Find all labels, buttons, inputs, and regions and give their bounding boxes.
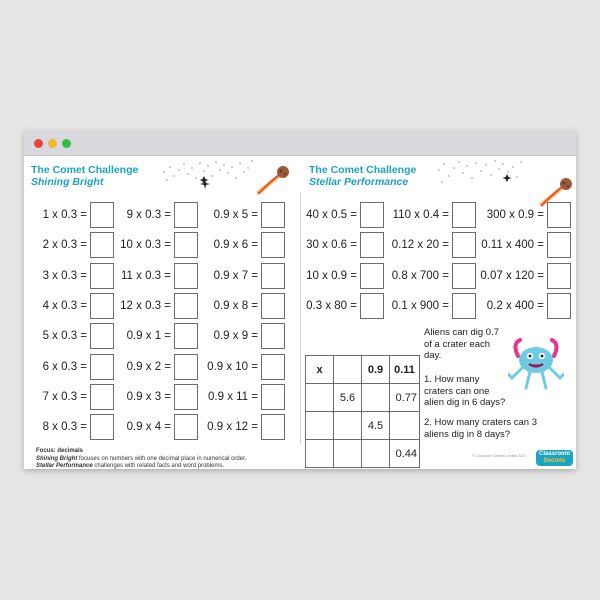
answer-box[interactable] xyxy=(90,414,114,440)
panel-divider xyxy=(300,192,301,444)
answer-box[interactable] xyxy=(360,263,384,289)
left-question-1-6: 6 x 0.3 = xyxy=(42,360,87,373)
left-question-2-2: 10 x 0.3 = xyxy=(120,239,171,252)
grid-cell[interactable] xyxy=(390,412,420,440)
maximize-window-button[interactable] xyxy=(62,139,71,148)
word-problem-question-1: 1. How many craters can one alien dig in 6 days? xyxy=(424,374,506,408)
answer-box[interactable] xyxy=(174,354,198,380)
grid-cell[interactable] xyxy=(362,384,390,412)
logo-line-1: Classroom xyxy=(539,451,571,457)
answer-box[interactable] xyxy=(90,202,114,228)
answer-box[interactable] xyxy=(261,384,285,410)
answer-box[interactable] xyxy=(452,232,476,258)
left-question-1-5: 5 x 0.3 = xyxy=(42,330,87,343)
grid-row xyxy=(306,440,420,468)
right-question-2-1: 110 x 0.4 = xyxy=(392,209,449,221)
left-question-1-4: 4 x 0.3 = xyxy=(42,299,87,312)
left-question-2-6: 0.9 x 2 = xyxy=(126,360,171,373)
word-problem-intro: Aliens can dig 0.7 of a crater each day. xyxy=(424,327,499,361)
right-question-2-3: 0.8 x 700 = xyxy=(391,269,449,282)
left-question-2-7: 0.9 x 3 = xyxy=(126,390,171,403)
grid-cell: 0.44 xyxy=(390,440,420,468)
grid-cell: 0.9 xyxy=(362,356,390,384)
right-question-1-1: 40 x 0.5 = xyxy=(306,209,357,221)
answer-box[interactable] xyxy=(261,232,285,258)
window-titlebar xyxy=(24,131,576,156)
answer-box[interactable] xyxy=(261,323,285,349)
footer-focus: Focus: decimals xyxy=(36,448,84,454)
answer-box[interactable] xyxy=(360,202,384,228)
left-question-1-7: 7 x 0.3 = xyxy=(42,390,87,403)
grid-cell: 0.77 xyxy=(390,384,420,412)
grid-cell: x xyxy=(306,356,334,384)
right-question-3-3: 0.07 x 120 = xyxy=(480,269,544,282)
close-window-button[interactable] xyxy=(34,139,43,148)
word-problem-question-2: 2. How many craters can 3 aliens dig in 8 days? xyxy=(424,417,537,440)
answer-box[interactable] xyxy=(261,414,285,440)
grid-cell: 0.11 xyxy=(390,356,420,384)
multiplication-grid xyxy=(305,355,420,468)
left-question-2-1: 9 x 0.3 = xyxy=(126,209,171,221)
left-question-1-3: 3 x 0.3 = xyxy=(42,269,87,282)
alien-monster-icon xyxy=(508,334,564,392)
right-question-3-1: 300 x 0.9 = xyxy=(486,209,544,221)
left-question-2-4: 12 x 0.3 = xyxy=(120,299,171,312)
left-question-3-7: 0.9 x 11 = xyxy=(208,390,258,403)
left-question-3-5: 0.9 x 9 = xyxy=(213,330,258,343)
right-question-1-2: 30 x 0.6 = xyxy=(306,239,357,252)
grid-cell: 4.5 xyxy=(362,412,390,440)
answer-box[interactable] xyxy=(174,232,198,258)
grid-cell[interactable] xyxy=(362,440,390,468)
right-question-2-2: 0.12 x 20 = xyxy=(391,239,449,252)
answer-box[interactable] xyxy=(261,263,285,289)
grid-cell: 5.6 xyxy=(334,384,362,412)
answer-box[interactable] xyxy=(547,202,571,228)
right-panel-subtitle: Stellar Performance xyxy=(309,176,409,188)
left-panel-title: The Comet Challenge xyxy=(31,164,139,176)
copyright-text: © Classroom Secrets Limited 2024 xyxy=(472,454,527,458)
right-question-3-2: 0.11 x 400 = xyxy=(481,239,544,252)
footer-line2-bold: Stellar Performance xyxy=(36,463,93,469)
left-question-3-8: 0.9 x 12 = xyxy=(207,421,258,434)
grid-cell[interactable] xyxy=(334,356,362,384)
grid-row xyxy=(306,356,420,384)
right-panel-heading xyxy=(309,164,416,188)
answer-box[interactable] xyxy=(360,232,384,258)
worksheet-footer xyxy=(36,448,246,469)
answer-box[interactable] xyxy=(90,354,114,380)
left-panel-heading xyxy=(31,164,138,188)
answer-box[interactable] xyxy=(452,202,476,228)
classroom-secrets-logo xyxy=(536,450,573,466)
answer-box[interactable] xyxy=(547,232,571,258)
left-question-3-6: 0.9 x 10 = xyxy=(207,360,258,373)
answer-box[interactable] xyxy=(174,202,198,228)
grid-cell[interactable] xyxy=(334,412,362,440)
grid-cell[interactable] xyxy=(306,384,334,412)
worksheet xyxy=(24,156,576,469)
answer-box[interactable] xyxy=(174,414,198,440)
answer-box[interactable] xyxy=(174,263,198,289)
answer-box[interactable] xyxy=(261,354,285,380)
answer-box[interactable] xyxy=(452,263,476,289)
footer-line1-bold: Shining Bright xyxy=(36,455,78,462)
answer-box[interactable] xyxy=(261,202,285,228)
grid-row xyxy=(306,412,420,440)
right-panel-title: The Comet Challenge xyxy=(309,164,417,176)
left-question-1-2: 2 x 0.3 = xyxy=(42,239,87,252)
right-question-1-3: 10 x 0.9 = xyxy=(306,269,357,282)
left-question-2-8: 0.9 x 4 = xyxy=(126,421,171,434)
right-question-2-4: 0.1 x 900 = xyxy=(391,299,449,312)
right-question-3-4: 0.2 x 400 = xyxy=(486,299,544,312)
grid-row xyxy=(306,384,420,412)
left-question-2-5: 0.9 x 1 = xyxy=(126,330,171,343)
sparkle-icon xyxy=(200,179,210,189)
app-window xyxy=(24,131,576,469)
minimize-window-button[interactable] xyxy=(48,139,57,148)
answer-box[interactable] xyxy=(360,293,384,319)
answer-box[interactable] xyxy=(174,384,198,410)
grid-cell[interactable] xyxy=(334,440,362,468)
answer-box[interactable] xyxy=(452,293,476,319)
grid-cell[interactable] xyxy=(306,412,334,440)
left-question-3-3: 0.9 x 7 = xyxy=(213,269,258,282)
logo-line-2: Secrets xyxy=(543,458,566,464)
left-question-3-1: 0.9 x 5 = xyxy=(213,209,258,221)
answer-box[interactable] xyxy=(90,323,114,349)
left-question-1-8: 8 x 0.3 = xyxy=(42,421,87,434)
answer-box[interactable] xyxy=(174,323,198,349)
answer-box[interactable] xyxy=(90,263,114,289)
left-question-2-3: 11 x 0.3 = xyxy=(121,269,171,282)
footer-line2-rest: challenges with related facts and word problems. xyxy=(92,463,225,469)
answer-box[interactable] xyxy=(90,384,114,410)
left-panel-subtitle: Shining Bright xyxy=(31,176,104,188)
answer-box[interactable] xyxy=(547,293,571,319)
footer-line1-rest: focuses on numbers with one decimal place in numerical order. xyxy=(77,455,247,462)
left-question-3-4: 0.9 x 8 = xyxy=(213,299,258,312)
answer-box[interactable] xyxy=(90,232,114,258)
answer-box[interactable] xyxy=(90,293,114,319)
left-question-1-1: 1 x 0.3 = xyxy=(42,209,87,221)
right-question-1-4: 0.3 x 80 = xyxy=(306,299,357,312)
answer-box[interactable] xyxy=(547,263,571,289)
answer-box[interactable] xyxy=(174,293,198,319)
comet-icon xyxy=(252,162,292,196)
left-question-3-2: 0.9 x 6 = xyxy=(213,239,258,252)
grid-cell[interactable] xyxy=(306,440,334,468)
answer-box[interactable] xyxy=(261,293,285,319)
